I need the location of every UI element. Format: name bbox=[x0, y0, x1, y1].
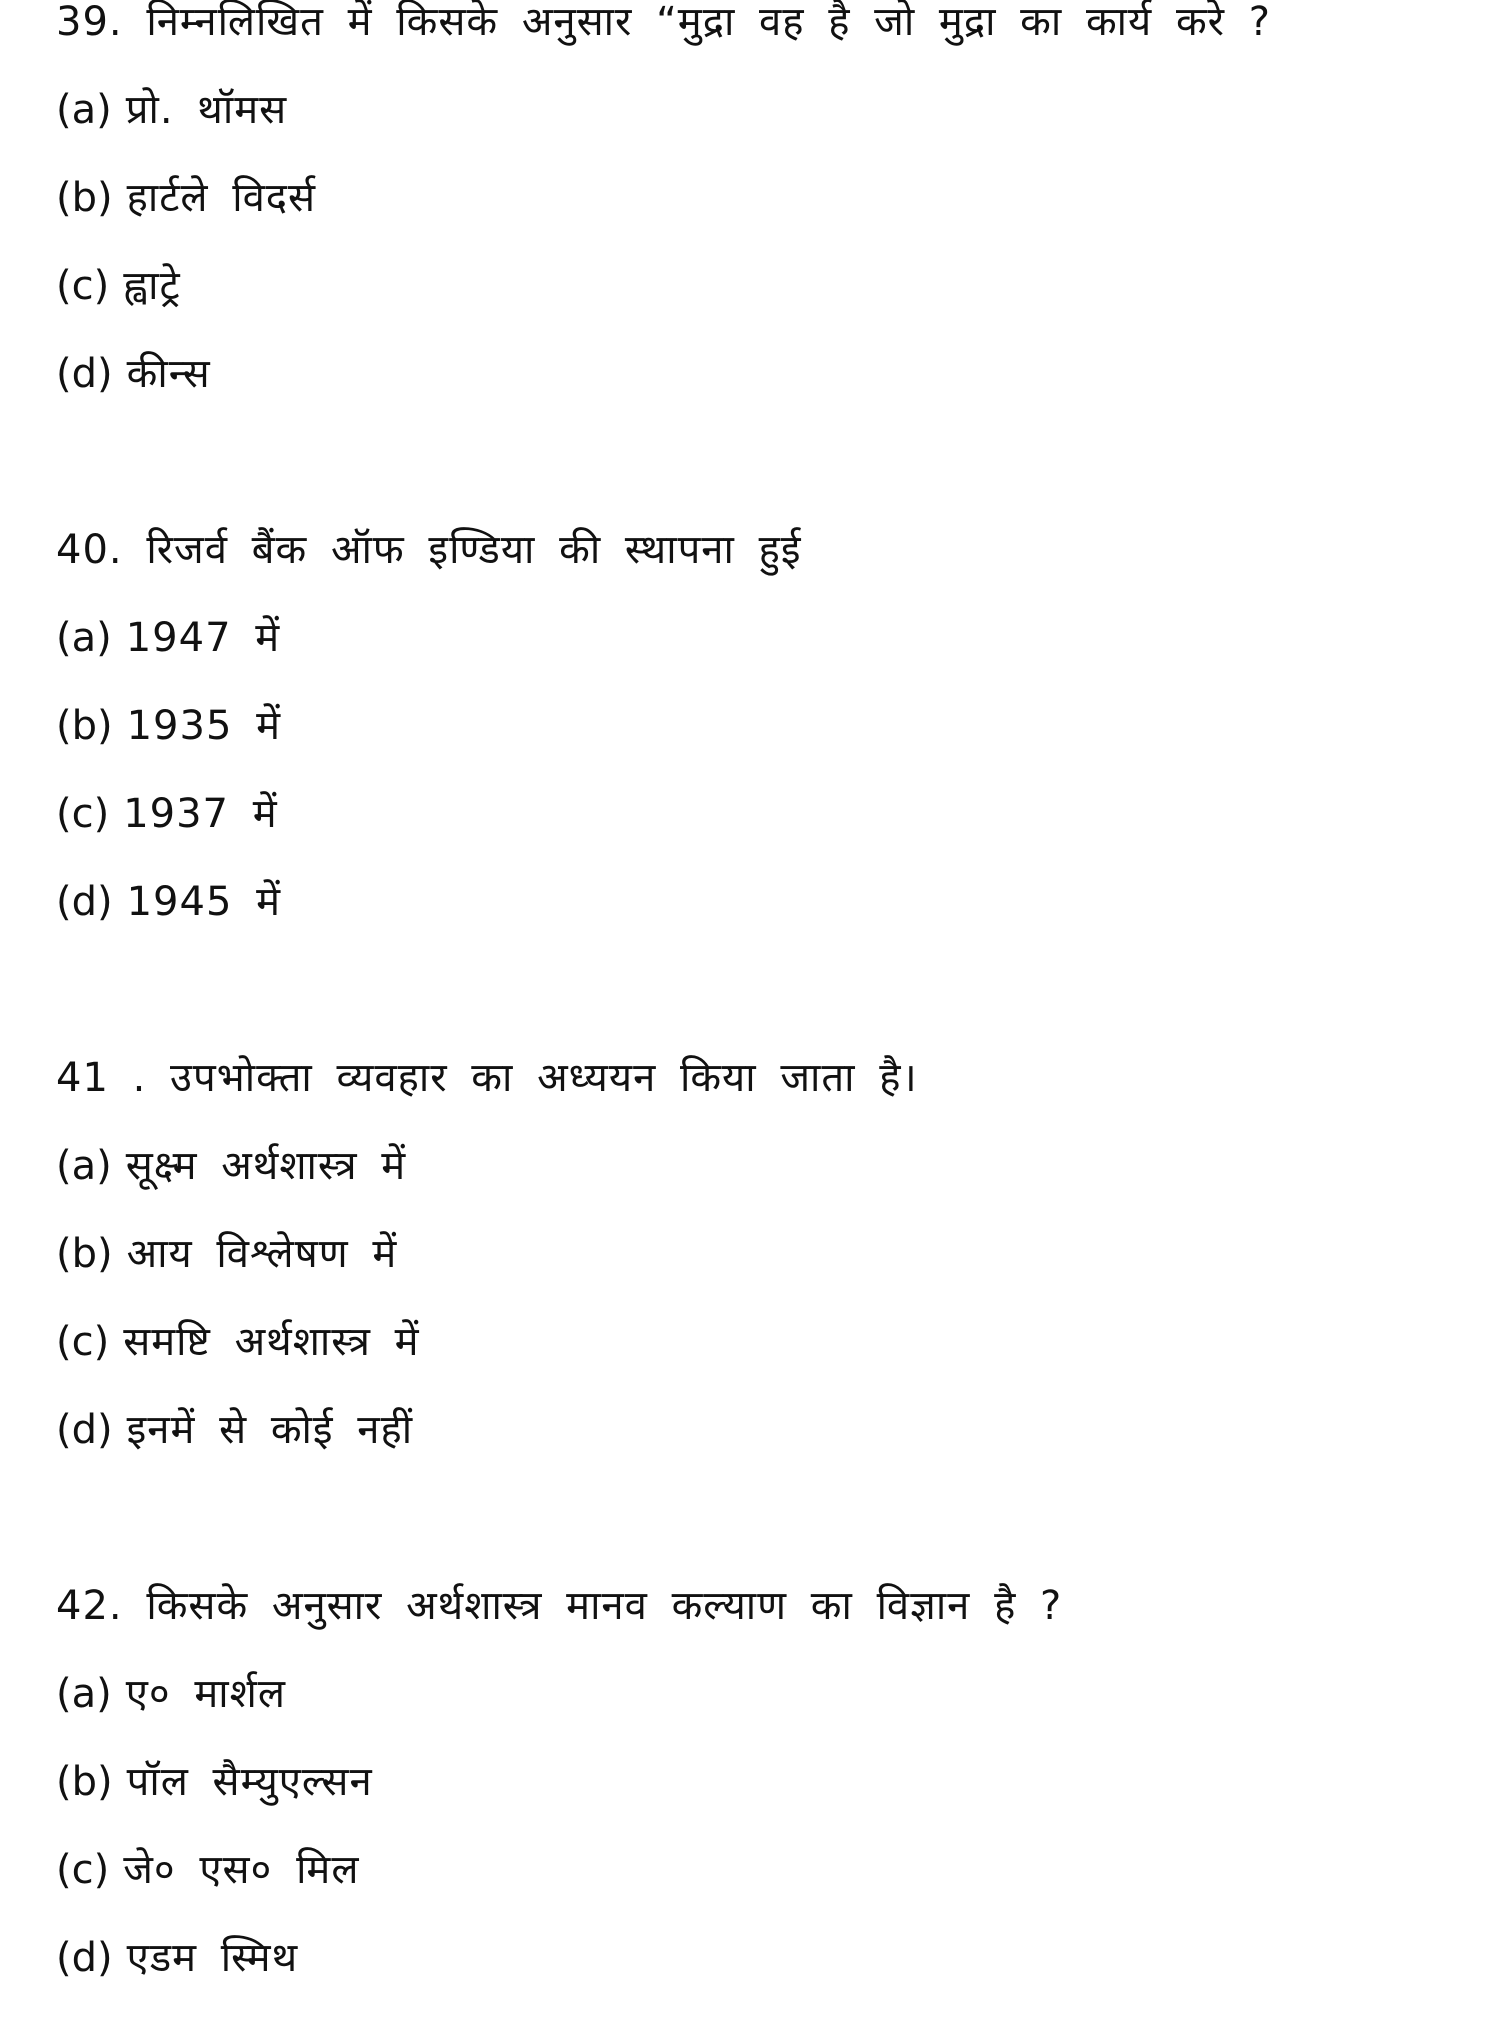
question-text: 39. निम्नलिखित में किसके अनुसार “मुद्रा वह है जो मुद्रा का कार्य करे ? bbox=[56, 0, 1271, 45]
option-label: (d) bbox=[56, 351, 113, 397]
option-c bbox=[56, 782, 1456, 846]
option-label: (a) bbox=[56, 1671, 112, 1717]
option-b bbox=[56, 1222, 1456, 1286]
option-a bbox=[56, 78, 1456, 142]
option-label: (c) bbox=[56, 263, 110, 309]
option-text: ह्वाट्रे bbox=[123, 263, 181, 309]
option-text: 1945 में bbox=[126, 879, 282, 925]
option-d bbox=[56, 870, 1456, 934]
question-39 bbox=[56, 0, 1456, 406]
option-text: कीन्स bbox=[126, 351, 211, 397]
option-text: 1947 में bbox=[125, 615, 281, 661]
option-label: (c) bbox=[56, 791, 110, 837]
option-c bbox=[56, 254, 1456, 318]
option-a bbox=[56, 606, 1456, 670]
option-text: समष्टि अर्थशास्त्र में bbox=[123, 1319, 420, 1365]
option-text: ए० मार्शल bbox=[125, 1671, 286, 1717]
option-b bbox=[56, 694, 1456, 758]
option-text: एडम स्मिथ bbox=[126, 1935, 299, 1981]
option-label: (d) bbox=[56, 1407, 113, 1453]
option-text: 1935 में bbox=[126, 703, 282, 749]
option-c bbox=[56, 1310, 1456, 1374]
option-label: (c) bbox=[56, 1847, 110, 1893]
option-text: हार्टले विदर्स bbox=[126, 175, 317, 221]
option-c bbox=[56, 1838, 1456, 1902]
option-a bbox=[56, 1662, 1456, 1726]
option-d bbox=[56, 1926, 1456, 1990]
question-42 bbox=[56, 1574, 1456, 1990]
option-label: (d) bbox=[56, 879, 113, 925]
option-label: (c) bbox=[56, 1319, 110, 1365]
option-label: (a) bbox=[56, 615, 112, 661]
option-text: इनमें से कोई नहीं bbox=[126, 1407, 414, 1453]
option-label: (b) bbox=[56, 175, 113, 221]
option-label: (a) bbox=[56, 1143, 112, 1189]
question-41 bbox=[56, 1046, 1456, 1462]
option-a bbox=[56, 1134, 1456, 1198]
option-d bbox=[56, 1398, 1456, 1462]
option-label: (d) bbox=[56, 1935, 113, 1981]
question-40 bbox=[56, 518, 1456, 934]
option-text: आय विश्लेषण में bbox=[126, 1231, 398, 1277]
question-text: 42. किसके अनुसार अर्थशास्त्र मानव कल्याण का विज्ञान है ? bbox=[56, 1583, 1063, 1629]
question-text: 40. रिजर्व बैंक ऑफ इण्डिया की स्थापना हुई bbox=[56, 527, 802, 573]
option-label: (b) bbox=[56, 1231, 113, 1277]
option-label: (a) bbox=[56, 87, 112, 133]
option-label: (b) bbox=[56, 1759, 113, 1805]
option-text: 1937 में bbox=[123, 791, 278, 837]
option-text: पॉल सैम्युएल्सन bbox=[126, 1759, 373, 1805]
option-d bbox=[56, 342, 1456, 406]
option-text: सूक्ष्म अर्थशास्त्र में bbox=[125, 1143, 407, 1189]
option-b bbox=[56, 1750, 1456, 1814]
option-label: (b) bbox=[56, 703, 113, 749]
option-b bbox=[56, 166, 1456, 230]
option-text: प्रो. थॉमस bbox=[125, 87, 288, 133]
question-text: 41 . उपभोक्ता व्यवहार का अध्ययन किया जाता है। bbox=[56, 1055, 918, 1101]
option-text: जे० एस० मिल bbox=[123, 1847, 360, 1893]
